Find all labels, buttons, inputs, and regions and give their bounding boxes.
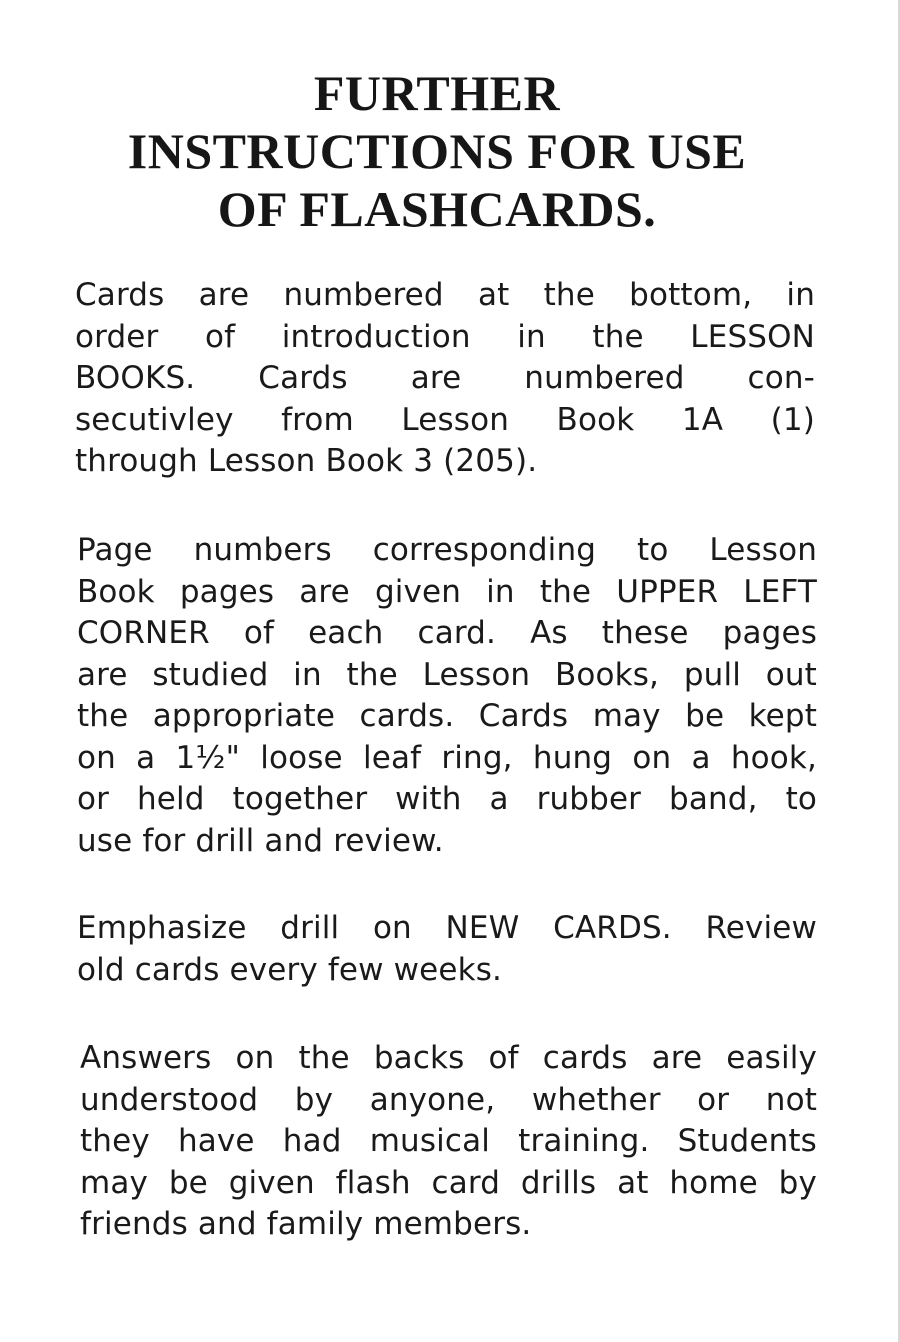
paragraph-card-numbering — [75, 275, 815, 483]
text-line: CORNER of each card. As these pages — [77, 615, 817, 651]
text-line: Book pages are given in the UPPER LEFT — [77, 573, 817, 610]
title-line: FURTHER — [313, 65, 561, 121]
text-line: or held together with a rubber band, to — [77, 781, 817, 817]
text-line: friends and family members. — [80, 1206, 532, 1242]
text-line: are studied in the Lesson Books, pull out — [77, 656, 817, 693]
text-line: may be given flash card drills at home by — [80, 1164, 817, 1201]
text-line: understood by anyone, whether or not — [80, 1081, 817, 1118]
text-line: the appropriate cards. Cards may be kept — [77, 698, 817, 734]
text-line: they have had musical training. Students — [80, 1123, 817, 1159]
title-line: INSTRUCTIONS FOR USE — [127, 123, 747, 179]
text-line: secutivley from Lesson Book 1A (1) — [75, 401, 815, 438]
text-line: Answers on the backs of cards are easily — [80, 1040, 817, 1076]
text-line: old cards every few weeks. — [77, 951, 503, 988]
text-line: BOOKS. Cards are numbered con- — [75, 360, 815, 396]
text-line: use for drill and review. — [77, 822, 444, 859]
page-title — [40, 64, 834, 238]
paragraph-page-numbers — [77, 530, 817, 862]
text-line: on a 1½" loose leaf ring, hung on a hook, — [77, 739, 817, 776]
paragraph-drill-emphasis — [77, 908, 817, 991]
text-line: through Lesson Book 3 (205). — [75, 443, 538, 479]
text-line: order of introduction in the LESSON — [75, 318, 815, 355]
paragraph-answers — [80, 1038, 817, 1246]
text-line: Emphasize drill on NEW CARDS. Review — [77, 910, 817, 946]
title-line: OF FLASHCARDS. — [217, 181, 657, 237]
text-line: Cards are numbered at the bottom, in — [75, 277, 815, 313]
text-line: Page numbers corresponding to Lesson — [77, 532, 817, 568]
